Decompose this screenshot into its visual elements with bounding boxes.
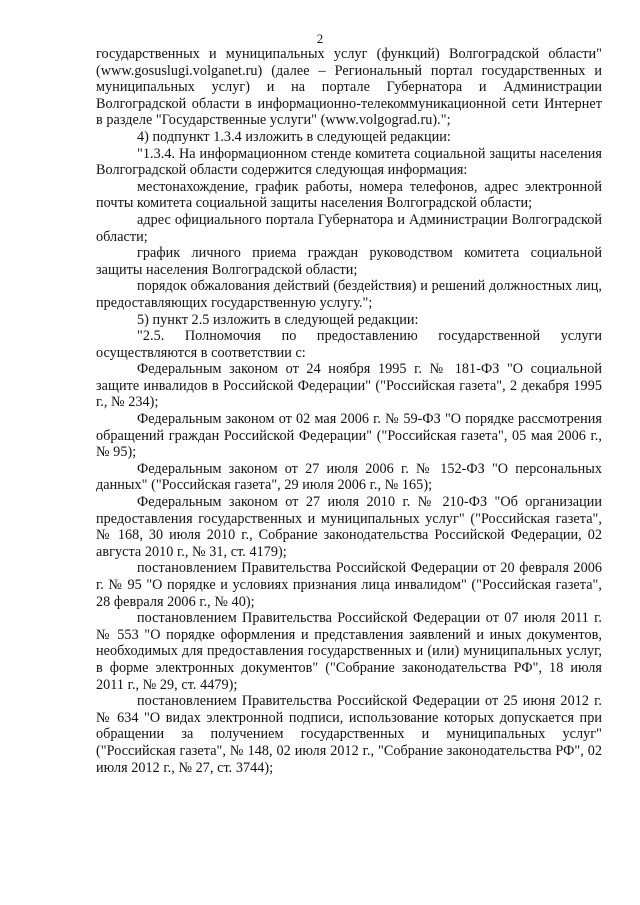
paragraph: постановлением Правительства Российской Федерации от 07 июля 2011 г. № 553 "О порядке оформления и представления заявлений и иных документов, необходимых для предоставления государственных и (или) муниципальных услуг, в форме электронных документов" ("Собрание законодательства РФ", 18 июля 2011 г., № 29, ст. 4479); <box>96 610 602 693</box>
paragraph: порядок обжалования действий (бездействия) и решений должностных лиц, предоставляющих государственную услугу."; <box>96 278 602 311</box>
paragraph: 4) подпункт 1.3.4 изложить в следующей редакции: <box>137 128 451 145</box>
paragraph: местонахождение, график работы, номера телефонов, адрес электронной почты комитета социальной защиты населения Волгоградской области; <box>96 178 602 212</box>
paragraph: Федеральным законом от 02 мая 2006 г. № 59-ФЗ "О порядке рассмотрения обращений граждан Российской Федерации" ("Российская газета", 05 мая 2006 г., № 95); <box>96 411 602 461</box>
paragraph: "1.3.4. На информационном стенде комитета социальной защиты населения Волгоградской области содержится следующая информация: <box>96 145 602 179</box>
page-number: 2 <box>316 31 324 46</box>
paragraph: постановлением Правительства Российской Федерации от 20 февраля 2006 г. № 95 "О порядке и условиях признания лица инвалидом" ("Российская газета", 28 февраля 2006 г., № 40); <box>96 560 602 610</box>
paragraph: Федеральным законом от 27 июля 2010 г. № 210-ФЗ "Об организации предоставления государственных и муниципальных услуг" ("Российская газета", № 168, 30 июля 2010 г., Собрание законодательства Российской Федерации, 02 августа 2010 г., № 31, ст. 4179); <box>96 494 602 560</box>
paragraph: Федеральным законом от 27 июля 2006 г. № 152-ФЗ "О персональных данных" ("Российская газета", 29 июля 2006 г., № 165); <box>96 460 602 494</box>
paragraph: постановлением Правительства Российской Федерации от 25 июня 2012 г. № 634 "О видах электронной подписи, использование которых допускается при обращении за получением государственных и муниципальных услуг" ("Российская газета", № 148, 02 июля 2012 г., "Собрание законодательства РФ", 02 июля 2012 г., № 27, ст. 3744); <box>96 693 602 776</box>
paragraph: "2.5. Полномочия по предоставлению государственной услуги осуществляются в соответствии с: <box>96 328 602 361</box>
paragraph: Федеральным законом от 24 ноября 1995 г. № 181-ФЗ "О социальной защите инвалидов в Российской Федерации" ("Российская газета", 2 декабря 1995 г., № 234); <box>96 361 602 411</box>
document-body <box>96 46 602 776</box>
paragraph: адрес официального портала Губернатора и Администрации Волгоградской области; <box>96 211 602 245</box>
paragraph: 5) пункт 2.5 изложить в следующей редакции: <box>137 311 419 328</box>
paragraph: государственных и муниципальных услуг (функций) Волгоградской области" (www.gosuslugi.volganet.ru) (далее – Региональный портал государственных и муниципальных услуг) и на портале Губернатора и Администрации Волгоградской области в информационно-телекоммуникационной сети Интернет в разделе "Государственные услуги" (www.volgograd.ru)."; <box>96 46 602 129</box>
paragraph: график личного приема граждан руководством комитета социальной защиты населения Волгоградской области; <box>96 245 602 278</box>
